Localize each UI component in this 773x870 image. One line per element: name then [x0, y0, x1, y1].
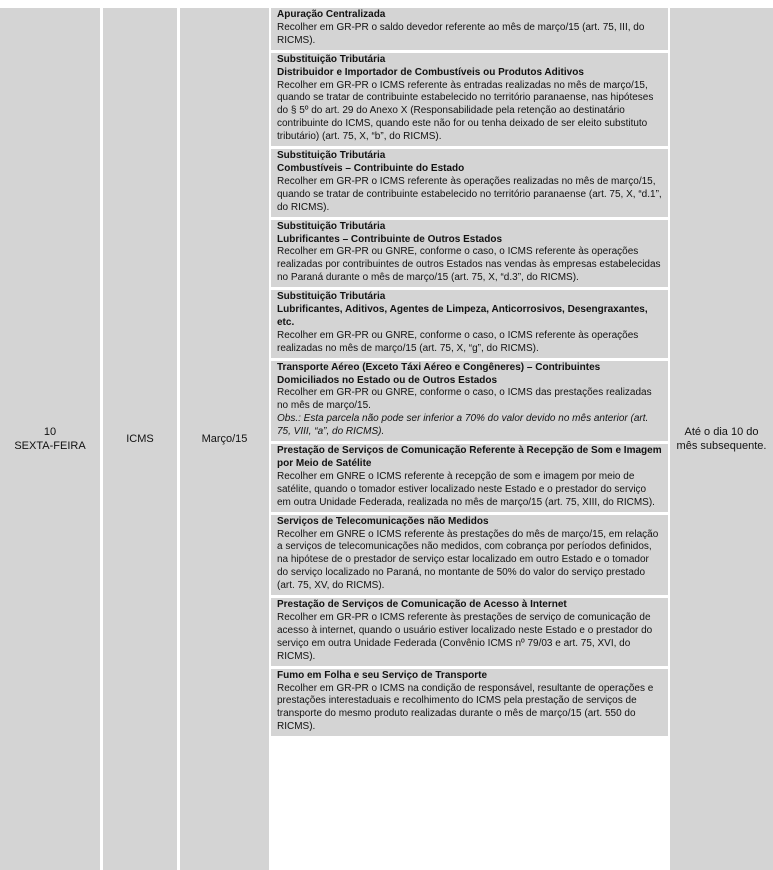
entry-title: Prestação de Serviços de Comunicação de Acesso à Internet: [277, 599, 567, 611]
entry-body: Recolher em GR-PR o ICMS na condição de responsável, resultante de operações e prestações interestaduais e recolhimento do ICMS pela prestação de serviços de transporte do mesmo produto realizadas durante o mês de março/15 (art. 550 do RICMS).: [277, 682, 654, 733]
entry-title: Fumo em Folha e seu Serviço de Transporte: [277, 669, 488, 681]
obligation-entry: [271, 444, 668, 512]
entry-body: Recolher em GNRE o ICMS referente às prestações do mês de março/15, em relação a serviços de telecomunicações não medidos, com cobrança por períodos definidos, na hipótese de o prestador de serviço estar localizado em outro Estado e o tomador do serviço localizado no Paraná, no montante de 50% do valor do serviço prestado (art. 75, XV, do RICMS).: [277, 528, 659, 592]
entry-body: Recolher em GR-PR o ICMS referente às operações realizadas no mês de março/15, quando se tratar de contribuinte estabelecido no território paranaense (art. 75, X, “d.1”, do RICMS).: [277, 175, 662, 213]
entry-title: Transporte Aéreo (Exceto Táxi Aéreo e Congêneres) – Contribuintes Domiciliados no Estado ou de Outros Estados: [277, 361, 601, 386]
entry-body: Recolher em GR-PR o ICMS referente às prestações de serviço de comunicação de acesso à internet, quando o usuário estiver localizado neste Estado e o prestador do serviço em outra Unidade Federada (Convênio ICMS nº 79/03 e art. 75, XVI, do RICMS).: [277, 611, 653, 662]
obligation-entry: [271, 8, 668, 50]
entry-title: Substituição Tributária: [277, 291, 386, 303]
obligation-entry: [271, 598, 668, 666]
entry-body: Recolher em GR-PR ou GNRE, conforme o caso, o ICMS das prestações realizadas no mês de março/15.: [277, 387, 652, 412]
tax-name: ICMS: [126, 433, 154, 445]
entry-subtitle: Lubrificantes – Contribuinte de Outros Estados: [277, 233, 503, 245]
entry-title: Substituição Tributária: [277, 150, 386, 162]
entry-title: Prestação de Serviços de Comunicação Referente à Recepção de Som e Imagem por Meio de Satélite: [277, 445, 662, 469]
obligation-entry: [271, 669, 668, 737]
due-date-cell: [670, 8, 773, 870]
day-cell: [0, 8, 100, 870]
entry-subtitle: Lubrificantes, Aditivos, Agentes de Limpeza, Anticorrosivos, Desengraxantes, etc.: [277, 304, 648, 328]
obligations-list: [271, 8, 668, 739]
day-number: 10: [43, 426, 57, 438]
entry-title: Substituição Tributária: [277, 220, 386, 232]
due-line-2: mês subsequente.: [676, 440, 767, 452]
entry-body: Recolher em GR-PR o saldo devedor referente ao mês de março/15 (art. 75, III, do RICMS).: [277, 21, 645, 46]
period-value: Março/15: [201, 433, 248, 445]
entry-title: Substituição Tributária: [277, 53, 386, 65]
day-name: SEXTA-FEIRA: [14, 440, 86, 452]
entry-subtitle: Combustíveis – Contribuinte do Estado: [277, 162, 465, 174]
obligation-entry: [271, 220, 668, 288]
obligation-entry: [271, 361, 668, 441]
tax-cell: [103, 8, 177, 870]
entry-body: Recolher em GR-PR ou GNRE, conforme o caso, o ICMS referente às operações realizadas por contribuintes de outros Estados nas vendas às empresas estabelecidas no Paraná durante o mês de março/15 (art. 75, X, “d.3”, do RICMS).: [277, 246, 661, 284]
entry-subtitle: Distribuidor e Importador de Combustíveis ou Produtos Aditivos: [277, 66, 584, 78]
obligation-entry: [271, 149, 668, 217]
obligation-entry: [271, 53, 668, 146]
entry-title: Serviços de Telecomunicações não Medidos: [277, 515, 489, 527]
entry-note: Obs.: Esta parcela não pode ser inferior a 70% do valor devido no mês anterior (art. 75, VIII, “a”, do RICMS).: [277, 413, 649, 438]
due-line-1: Até o dia 10 do: [684, 426, 759, 438]
entry-title: Apuração Centralizada: [277, 9, 386, 20]
obligation-entry: [271, 515, 668, 595]
entry-body: Recolher em GNRE o ICMS referente à recepção de som e imagem por meio de satélite, quando o tomador estiver localizado neste Estado e o prestador do serviço em outra Unidade Federada, realizada no mês de março/15 (art. 75, XIII, do RICMS).: [277, 470, 655, 508]
period-cell: [180, 8, 269, 870]
obligation-entry: [271, 290, 668, 358]
entry-body: Recolher em GR-PR ou GNRE, conforme o caso, o ICMS referente às operações realizadas no mês de março/15 (art. 75, X, “g”, do RICMS).: [277, 329, 639, 354]
entry-body: Recolher em GR-PR o ICMS referente às entradas realizadas no mês de março/15, quando se tratar de contribuinte estabelecido no território paranaense, nas hipóteses do § 5º do art. 29 do Anexo X (Responsabilidade pela retenção ao destinatário contribuinte do ICMS, quando este não for ou tenha deixado de ser eleito substituto tributário) (art. 75, X, “b”, do RICMS).: [277, 79, 654, 143]
